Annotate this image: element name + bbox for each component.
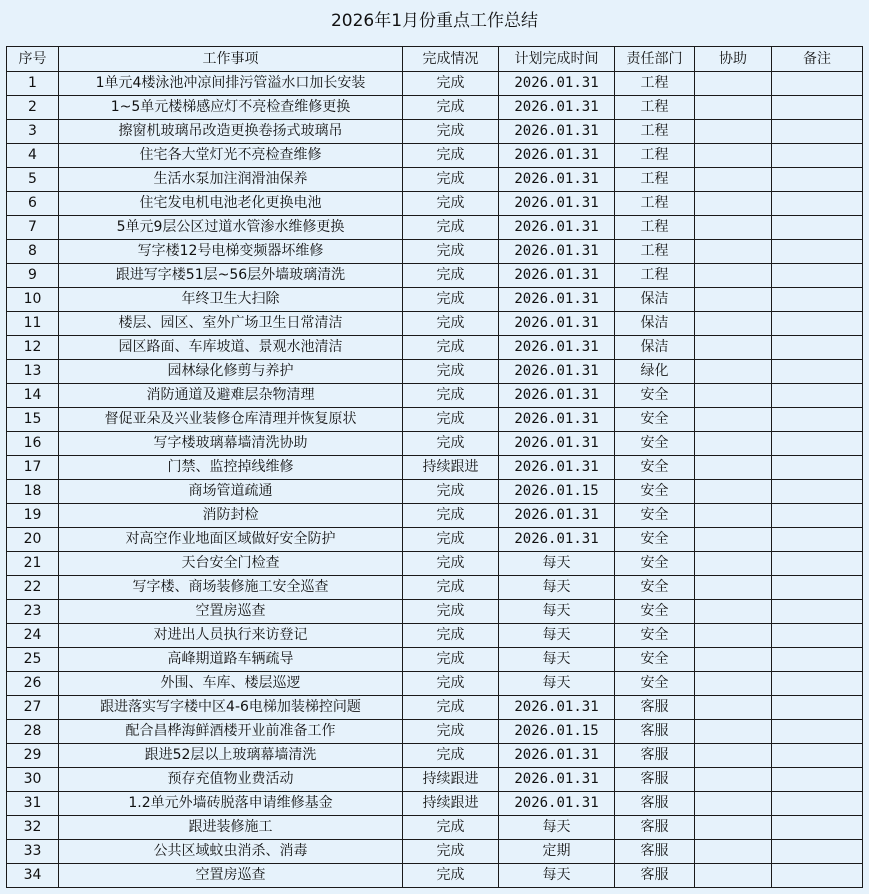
status-cell: 完成 xyxy=(403,528,499,552)
column-header-no: 序号 xyxy=(7,47,59,72)
table-row xyxy=(7,696,863,720)
work-item-cell: 年终卫生大扫除 xyxy=(59,288,403,312)
column-header-status: 完成情况 xyxy=(403,47,499,72)
work-item-cell: 1~5单元楼梯感应灯不亮检查维修更换 xyxy=(59,96,403,120)
planned-date-cell: 每天 xyxy=(499,672,615,696)
table-row xyxy=(7,840,863,864)
row-number-cell: 28 xyxy=(7,720,59,744)
assist-cell xyxy=(695,312,772,336)
row-number-cell: 6 xyxy=(7,192,59,216)
row-number-cell: 9 xyxy=(7,264,59,288)
row-number-cell: 22 xyxy=(7,576,59,600)
table-row xyxy=(7,240,863,264)
work-item-cell: 5单元9层公区过道水管渗水维修更换 xyxy=(59,216,403,240)
planned-date-cell: 每天 xyxy=(499,624,615,648)
note-cell xyxy=(772,240,863,264)
department-cell: 绿化 xyxy=(615,360,695,384)
page-title: 2026年1月份重点工作总结 xyxy=(330,11,539,31)
work-item-cell: 空置房巡查 xyxy=(59,600,403,624)
planned-date-cell: 2026.01.31 xyxy=(499,696,615,720)
note-cell xyxy=(772,744,863,768)
department-cell: 工程 xyxy=(615,168,695,192)
work-item-cell: 配合昌桦海鲜酒楼开业前准备工作 xyxy=(59,720,403,744)
table-row xyxy=(7,456,863,480)
department-cell: 客服 xyxy=(615,792,695,816)
work-item-cell: 跟进落实写字楼中区4-6电梯加装梯控问题 xyxy=(59,696,403,720)
status-cell: 完成 xyxy=(403,336,499,360)
table-row xyxy=(7,192,863,216)
note-cell xyxy=(772,264,863,288)
row-number-cell: 30 xyxy=(7,768,59,792)
table-row xyxy=(7,336,863,360)
planned-date-cell: 每天 xyxy=(499,552,615,576)
planned-date-cell: 2026.01.31 xyxy=(499,312,615,336)
assist-cell xyxy=(695,240,772,264)
department-cell: 工程 xyxy=(615,192,695,216)
table-body xyxy=(7,72,863,888)
assist-cell xyxy=(695,720,772,744)
table-row xyxy=(7,432,863,456)
row-number-cell: 31 xyxy=(7,792,59,816)
department-cell: 工程 xyxy=(615,240,695,264)
table-row xyxy=(7,384,863,408)
table-row xyxy=(7,288,863,312)
note-cell xyxy=(772,96,863,120)
status-cell: 完成 xyxy=(403,600,499,624)
planned-date-cell: 每天 xyxy=(499,576,615,600)
department-cell: 工程 xyxy=(615,144,695,168)
note-cell xyxy=(772,288,863,312)
status-cell: 持续跟进 xyxy=(403,768,499,792)
department-cell: 安全 xyxy=(615,576,695,600)
department-cell: 安全 xyxy=(615,408,695,432)
row-number-cell: 33 xyxy=(7,840,59,864)
work-item-cell: 1单元4楼泳池冲凉间排污管溢水口加长安装 xyxy=(59,72,403,96)
table-row xyxy=(7,816,863,840)
row-number-cell: 13 xyxy=(7,360,59,384)
note-cell xyxy=(772,312,863,336)
work-summary-table xyxy=(6,46,863,888)
work-item-cell: 住宅各大堂灯光不亮检查维修 xyxy=(59,144,403,168)
department-cell: 客服 xyxy=(615,720,695,744)
assist-cell xyxy=(695,264,772,288)
planned-date-cell: 2026.01.15 xyxy=(499,480,615,504)
assist-cell xyxy=(695,96,772,120)
table-row xyxy=(7,768,863,792)
note-cell xyxy=(772,336,863,360)
planned-date-cell: 2026.01.31 xyxy=(499,240,615,264)
department-cell: 安全 xyxy=(615,552,695,576)
department-cell: 保洁 xyxy=(615,312,695,336)
status-cell: 完成 xyxy=(403,192,499,216)
department-cell: 安全 xyxy=(615,648,695,672)
row-number-cell: 19 xyxy=(7,504,59,528)
department-cell: 客服 xyxy=(615,864,695,888)
work-item-cell: 跟进装修施工 xyxy=(59,816,403,840)
note-cell xyxy=(772,624,863,648)
department-cell: 客服 xyxy=(615,768,695,792)
row-number-cell: 16 xyxy=(7,432,59,456)
planned-date-cell: 2026.01.31 xyxy=(499,360,615,384)
work-item-cell: 楼层、园区、室外广场卫生日常清洁 xyxy=(59,312,403,336)
table-row xyxy=(7,720,863,744)
assist-cell xyxy=(695,432,772,456)
table-row xyxy=(7,96,863,120)
row-number-cell: 1 xyxy=(7,72,59,96)
work-item-cell: 商场管道疏通 xyxy=(59,480,403,504)
table-row xyxy=(7,216,863,240)
table-row xyxy=(7,408,863,432)
work-item-cell: 写字楼12号电梯变频器坏维修 xyxy=(59,240,403,264)
status-cell: 完成 xyxy=(403,672,499,696)
note-cell xyxy=(772,168,863,192)
assist-cell xyxy=(695,552,772,576)
department-cell: 工程 xyxy=(615,216,695,240)
row-number-cell: 27 xyxy=(7,696,59,720)
planned-date-cell: 2026.01.31 xyxy=(499,336,615,360)
row-number-cell: 10 xyxy=(7,288,59,312)
planned-date-cell: 2026.01.31 xyxy=(499,144,615,168)
work-item-cell: 预存充值物业费活动 xyxy=(59,768,403,792)
work-item-cell: 消防封检 xyxy=(59,504,403,528)
status-cell: 完成 xyxy=(403,408,499,432)
department-cell: 客服 xyxy=(615,840,695,864)
department-cell: 安全 xyxy=(615,600,695,624)
status-cell: 完成 xyxy=(403,696,499,720)
row-number-cell: 7 xyxy=(7,216,59,240)
work-item-cell: 生活水泵加注润滑油保养 xyxy=(59,168,403,192)
assist-cell xyxy=(695,744,772,768)
assist-cell xyxy=(695,696,772,720)
table-row xyxy=(7,792,863,816)
assist-cell xyxy=(695,600,772,624)
planned-date-cell: 每天 xyxy=(499,648,615,672)
note-cell xyxy=(772,72,863,96)
planned-date-cell: 2026.01.31 xyxy=(499,744,615,768)
table-row xyxy=(7,648,863,672)
table-row xyxy=(7,576,863,600)
status-cell: 完成 xyxy=(403,312,499,336)
note-cell xyxy=(772,360,863,384)
assist-cell xyxy=(695,864,772,888)
status-cell: 完成 xyxy=(403,144,499,168)
table-row xyxy=(7,480,863,504)
row-number-cell: 32 xyxy=(7,816,59,840)
row-number-cell: 18 xyxy=(7,480,59,504)
work-item-cell: 跟进52层以上玻璃幕墙清洗 xyxy=(59,744,403,768)
work-item-cell: 对进出人员执行来访登记 xyxy=(59,624,403,648)
assist-cell xyxy=(695,120,772,144)
note-cell xyxy=(772,768,863,792)
row-number-cell: 29 xyxy=(7,744,59,768)
assist-cell xyxy=(695,408,772,432)
planned-date-cell: 每天 xyxy=(499,864,615,888)
assist-cell xyxy=(695,648,772,672)
table-row xyxy=(7,120,863,144)
row-number-cell: 2 xyxy=(7,96,59,120)
assist-cell xyxy=(695,816,772,840)
table-row xyxy=(7,744,863,768)
row-number-cell: 8 xyxy=(7,240,59,264)
work-item-cell: 空置房巡查 xyxy=(59,864,403,888)
column-header-note: 备注 xyxy=(772,47,863,72)
row-number-cell: 11 xyxy=(7,312,59,336)
department-cell: 安全 xyxy=(615,480,695,504)
planned-date-cell: 2026.01.31 xyxy=(499,768,615,792)
work-item-cell: 写字楼、商场装修施工安全巡查 xyxy=(59,576,403,600)
note-cell xyxy=(772,840,863,864)
assist-cell xyxy=(695,504,772,528)
assist-cell xyxy=(695,72,772,96)
note-cell xyxy=(772,384,863,408)
note-cell xyxy=(772,216,863,240)
row-number-cell: 12 xyxy=(7,336,59,360)
column-header-item: 工作事项 xyxy=(59,47,403,72)
assist-cell xyxy=(695,792,772,816)
note-cell xyxy=(772,192,863,216)
note-cell xyxy=(772,120,863,144)
note-cell xyxy=(772,672,863,696)
row-number-cell: 23 xyxy=(7,600,59,624)
work-item-cell: 天台安全门检查 xyxy=(59,552,403,576)
department-cell: 安全 xyxy=(615,672,695,696)
status-cell: 完成 xyxy=(403,816,499,840)
table-row xyxy=(7,504,863,528)
table-row xyxy=(7,864,863,888)
planned-date-cell: 每天 xyxy=(499,816,615,840)
column-header-assist: 协助 xyxy=(695,47,772,72)
row-number-cell: 26 xyxy=(7,672,59,696)
status-cell: 完成 xyxy=(403,168,499,192)
table-row xyxy=(7,168,863,192)
note-cell xyxy=(772,696,863,720)
planned-date-cell: 2026.01.15 xyxy=(499,720,615,744)
planned-date-cell: 2026.01.31 xyxy=(499,96,615,120)
status-cell: 完成 xyxy=(403,384,499,408)
department-cell: 客服 xyxy=(615,696,695,720)
planned-date-cell: 2026.01.31 xyxy=(499,120,615,144)
assist-cell xyxy=(695,288,772,312)
status-cell: 完成 xyxy=(403,504,499,528)
note-cell xyxy=(772,456,863,480)
note-cell xyxy=(772,432,863,456)
department-cell: 保洁 xyxy=(615,336,695,360)
table-row xyxy=(7,72,863,96)
assist-cell xyxy=(695,672,772,696)
row-number-cell: 24 xyxy=(7,624,59,648)
planned-date-cell: 每天 xyxy=(499,600,615,624)
work-item-cell: 园林绿化修剪与养护 xyxy=(59,360,403,384)
note-cell xyxy=(772,144,863,168)
table-row xyxy=(7,144,863,168)
status-cell: 完成 xyxy=(403,480,499,504)
assist-cell xyxy=(695,360,772,384)
row-number-cell: 15 xyxy=(7,408,59,432)
table-row xyxy=(7,264,863,288)
department-cell: 工程 xyxy=(615,120,695,144)
assist-cell xyxy=(695,384,772,408)
status-cell: 完成 xyxy=(403,744,499,768)
assist-cell xyxy=(695,768,772,792)
status-cell: 持续跟进 xyxy=(403,792,499,816)
table-row xyxy=(7,552,863,576)
planned-date-cell: 2026.01.31 xyxy=(499,504,615,528)
assist-cell xyxy=(695,192,772,216)
table-row xyxy=(7,624,863,648)
note-cell xyxy=(772,648,863,672)
planned-date-cell: 2026.01.31 xyxy=(499,288,615,312)
note-cell xyxy=(772,864,863,888)
status-cell: 完成 xyxy=(403,216,499,240)
row-number-cell: 21 xyxy=(7,552,59,576)
note-cell xyxy=(772,504,863,528)
planned-date-cell: 2026.01.31 xyxy=(499,384,615,408)
department-cell: 保洁 xyxy=(615,288,695,312)
table-row xyxy=(7,600,863,624)
status-cell: 完成 xyxy=(403,120,499,144)
department-cell: 安全 xyxy=(615,456,695,480)
work-item-cell: 擦窗机玻璃吊改造更换卷扬式玻璃吊 xyxy=(59,120,403,144)
assist-cell xyxy=(695,216,772,240)
note-cell xyxy=(772,576,863,600)
department-cell: 安全 xyxy=(615,504,695,528)
row-number-cell: 20 xyxy=(7,528,59,552)
planned-date-cell: 2026.01.31 xyxy=(499,432,615,456)
planned-date-cell: 定期 xyxy=(499,840,615,864)
status-cell: 完成 xyxy=(403,576,499,600)
planned-date-cell: 2026.01.31 xyxy=(499,408,615,432)
status-cell: 完成 xyxy=(403,624,499,648)
note-cell xyxy=(772,600,863,624)
status-cell: 完成 xyxy=(403,720,499,744)
department-cell: 工程 xyxy=(615,96,695,120)
planned-date-cell: 2026.01.31 xyxy=(499,528,615,552)
note-cell xyxy=(772,408,863,432)
row-number-cell: 17 xyxy=(7,456,59,480)
note-cell xyxy=(772,528,863,552)
note-cell xyxy=(772,720,863,744)
assist-cell xyxy=(695,336,772,360)
row-number-cell: 3 xyxy=(7,120,59,144)
note-cell xyxy=(772,792,863,816)
planned-date-cell: 2026.01.31 xyxy=(499,456,615,480)
row-number-cell: 4 xyxy=(7,144,59,168)
table-row xyxy=(7,312,863,336)
assist-cell xyxy=(695,144,772,168)
department-cell: 安全 xyxy=(615,624,695,648)
assist-cell xyxy=(695,624,772,648)
status-cell: 完成 xyxy=(403,72,499,96)
status-cell: 完成 xyxy=(403,360,499,384)
status-cell: 完成 xyxy=(403,96,499,120)
column-header-dept: 责任部门 xyxy=(615,47,695,72)
row-number-cell: 14 xyxy=(7,384,59,408)
status-cell: 完成 xyxy=(403,648,499,672)
planned-date-cell: 2026.01.31 xyxy=(499,216,615,240)
work-item-cell: 对高空作业地面区域做好安全防护 xyxy=(59,528,403,552)
table-row xyxy=(7,672,863,696)
department-cell: 安全 xyxy=(615,384,695,408)
work-item-cell: 外围、车库、楼层巡逻 xyxy=(59,672,403,696)
work-item-cell: 1.2单元外墙砖脱落申请维修基金 xyxy=(59,792,403,816)
row-number-cell: 5 xyxy=(7,168,59,192)
planned-date-cell: 2026.01.31 xyxy=(499,168,615,192)
work-item-cell: 写字楼玻璃幕墙清洗协助 xyxy=(59,432,403,456)
assist-cell xyxy=(695,456,772,480)
column-header-date: 计划完成时间 xyxy=(499,47,615,72)
status-cell: 完成 xyxy=(403,264,499,288)
department-cell: 安全 xyxy=(615,528,695,552)
assist-cell xyxy=(695,528,772,552)
status-cell: 完成 xyxy=(403,240,499,264)
assist-cell xyxy=(695,576,772,600)
planned-date-cell: 2026.01.31 xyxy=(499,792,615,816)
note-cell xyxy=(772,480,863,504)
status-cell: 完成 xyxy=(403,840,499,864)
table-row xyxy=(7,528,863,552)
status-cell: 完成 xyxy=(403,864,499,888)
planned-date-cell: 2026.01.31 xyxy=(499,264,615,288)
row-number-cell: 34 xyxy=(7,864,59,888)
department-cell: 安全 xyxy=(615,432,695,456)
note-cell xyxy=(772,552,863,576)
assist-cell xyxy=(695,168,772,192)
planned-date-cell: 2026.01.31 xyxy=(499,192,615,216)
department-cell: 客服 xyxy=(615,744,695,768)
assist-cell xyxy=(695,480,772,504)
work-item-cell: 住宅发电机电池老化更换电池 xyxy=(59,192,403,216)
department-cell: 客服 xyxy=(615,816,695,840)
work-item-cell: 公共区域蚊虫消杀、消毒 xyxy=(59,840,403,864)
work-item-cell: 消防通道及避难层杂物清理 xyxy=(59,384,403,408)
work-item-cell: 督促亚朵及兴业装修仓库清理并恢复原状 xyxy=(59,408,403,432)
department-cell: 工程 xyxy=(615,264,695,288)
planned-date-cell: 2026.01.31 xyxy=(499,72,615,96)
row-number-cell: 25 xyxy=(7,648,59,672)
status-cell: 持续跟进 xyxy=(403,456,499,480)
work-item-cell: 跟进写字楼51层~56层外墙玻璃清洗 xyxy=(59,264,403,288)
note-cell xyxy=(772,816,863,840)
work-item-cell: 高峰期道路车辆疏导 xyxy=(59,648,403,672)
work-item-cell: 园区路面、车库坡道、景观水池清洁 xyxy=(59,336,403,360)
table-row xyxy=(7,360,863,384)
assist-cell xyxy=(695,840,772,864)
department-cell: 工程 xyxy=(615,72,695,96)
status-cell: 完成 xyxy=(403,288,499,312)
status-cell: 完成 xyxy=(403,552,499,576)
status-cell: 完成 xyxy=(403,432,499,456)
work-item-cell: 门禁、监控掉线维修 xyxy=(59,456,403,480)
header-row xyxy=(7,47,863,72)
